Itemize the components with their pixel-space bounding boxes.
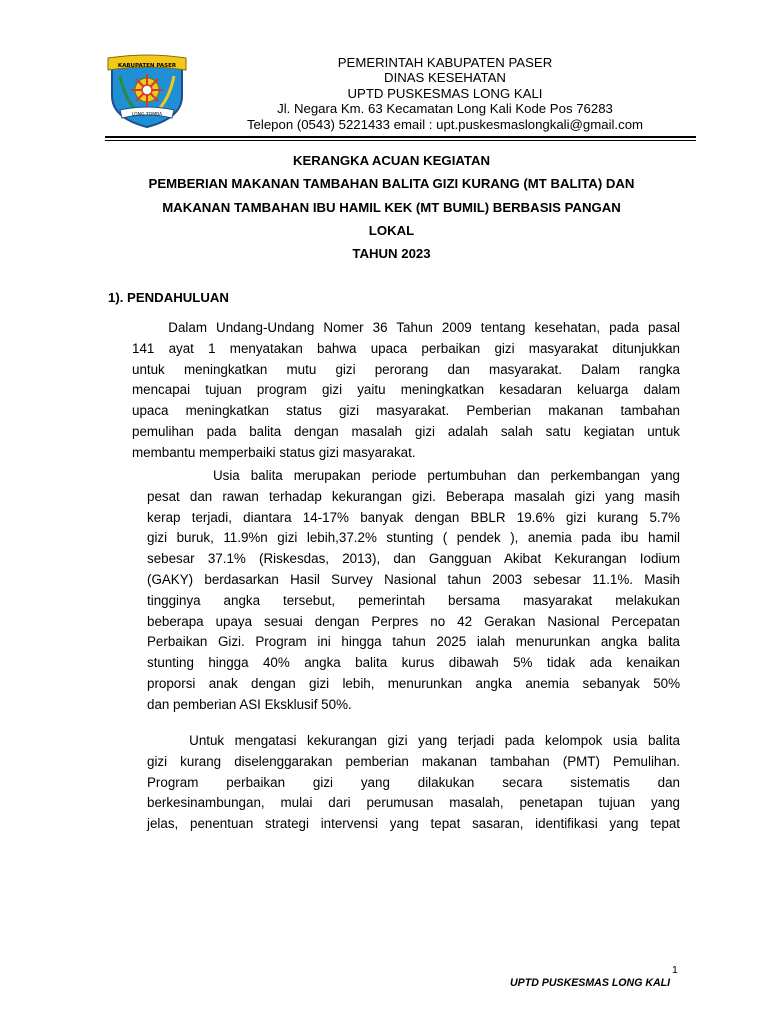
text-line: membantu memperbaiki status gizi masyarakat. — [132, 444, 416, 460]
emblem-icon — [106, 52, 188, 130]
institution-name: UPTD PUSKESMAS LONG KALI — [347, 85, 543, 101]
letterhead — [0, 0, 768, 140]
emblem-banner-bottom: LONG TOMBA — [131, 112, 163, 118]
document-title — [108, 149, 675, 265]
text-line: stunting hingga 40% angka balita kurus dibawah 5% tidak ada kenaikan — [147, 655, 680, 671]
text-line: mencapai tujuan program gizi yaitu meningkatkan kesadaran keluarga dalam — [132, 382, 680, 398]
text-line: 141 ayat 1 menyatakan bahwa upaca perbaikan gizi masyarakat ditunjukkan — [132, 340, 680, 356]
text-line: gizi kurang diselenggarakan pemberian makanan tambahan (PMT) Pemulihan. — [147, 753, 680, 769]
text-line: upaca meningkatkan status gizi masyarakat. Pemberian makanan tambahan — [132, 403, 680, 419]
text-line: (GAKY) berdasarkan Hasil Survey Nasional tahun 2003 sebesar 11.1%. Masih — [147, 571, 680, 587]
contact-line: Telepon (0543) 5221433 email : upt.puskesmaslongkali@gmail.com — [246, 116, 644, 132]
text-line: beberapa upaya sesuai dengan Perpres no 42 Gerakan Nasional Percepatan — [147, 613, 680, 629]
text-line: pesat dan rawan terhadap kekurangan gizi. Beberapa masalah gizi yang masih — [147, 488, 680, 504]
text-line: Dalam Undang-Undang Nomer 36 Tahun 2009 tentang kesehatan, pada pasal — [132, 320, 680, 335]
letterhead-divider-thin — [105, 140, 696, 141]
emblem-banner-top: KABUPATEN PASER — [117, 63, 177, 69]
title-line-1: KERANGKA ACUAN KEGIATAN — [292, 153, 491, 168]
title-line-4: LOKAL — [368, 222, 415, 238]
title-line-2: PEMBERIAN MAKANAN TAMBAHAN BALITA GIZI KURANG (MT BALITA) DAN — [148, 176, 635, 192]
text-line: Untuk mengatasi kekurangan gizi yang terjadi pada kelompok usia balita — [147, 733, 680, 748]
title-line-5: TAHUN 2023 — [352, 246, 431, 262]
text-line: Perbaikan Gizi. Program ini hingga tahun 2025 ialah menurunkan angka balita — [147, 634, 680, 650]
text-line: untuk meningkatkan mutu gizi perorang dan masyarakat. Dalam rangka — [132, 361, 680, 377]
government-name: PEMERINTAH KABUPATEN PASER — [337, 55, 553, 70]
section-heading: 1). PENDAHULUAN — [108, 290, 229, 305]
text-line: proporsi anak dengan gizi lebih, menurunkan angka anemia sebanyak 50% — [147, 675, 680, 691]
text-line: jelas, penentuan strategi intervensi yang tepat sasaran, identifikasi yang tepat — [147, 816, 680, 832]
text-line: gizi buruk, 11.9%n gizi lebih,37.2% stunting ( pendek ), anemia pada ibu hamil — [147, 530, 680, 546]
title-line-3: MAKANAN TAMBAHAN IBU HAMIL KEK (MT BUMIL) BERBASIS PANGAN — [162, 199, 621, 215]
paragraph-introduction — [132, 318, 680, 464]
text-line: tingginya angka tersebut, pemerintah bersama masyarakat melakukan — [147, 592, 680, 608]
text-line: dan pemberian ASI Eksklusif 50%. — [147, 696, 352, 712]
text-line: pemulihan pada balita dengan masalah gizi adalah salah satu kegiatan untuk — [132, 423, 680, 439]
letterhead-text — [210, 55, 680, 132]
text-line: sebesar 37.1% (Riskesdas, 2013), dan Gangguan Akibat Kekurangan Iodium — [147, 551, 680, 567]
page-number: 1 — [672, 964, 678, 976]
address-line: Jl. Negara Km. 63 Kecamatan Long Kali Kode Pos 76283 — [277, 101, 613, 117]
paragraph-toddler-nutrition — [147, 466, 680, 716]
letterhead-divider-thick — [105, 136, 696, 138]
text-line: Program perbaikan gizi yang dilakukan secara sistematis dan — [147, 774, 680, 790]
text-line: Usia balita merupakan periode pertumbuhan dan perkembangan yang — [147, 468, 680, 483]
paragraph-pmt-program — [147, 731, 680, 835]
regency-emblem-logo — [106, 52, 188, 130]
text-line: kerap terjadi, diantara 14-17% banyak dengan BBLR 19.6% gizi kurang 5.7% — [147, 509, 680, 525]
department-name: DINAS KESEHATAN — [384, 70, 506, 86]
footer-institution-name: UPTD PUSKESMAS LONG KALI — [510, 977, 671, 989]
text-line: berkesinambungan, mulai dari perumusan masalah, penetapan tujuan yang — [147, 795, 680, 811]
